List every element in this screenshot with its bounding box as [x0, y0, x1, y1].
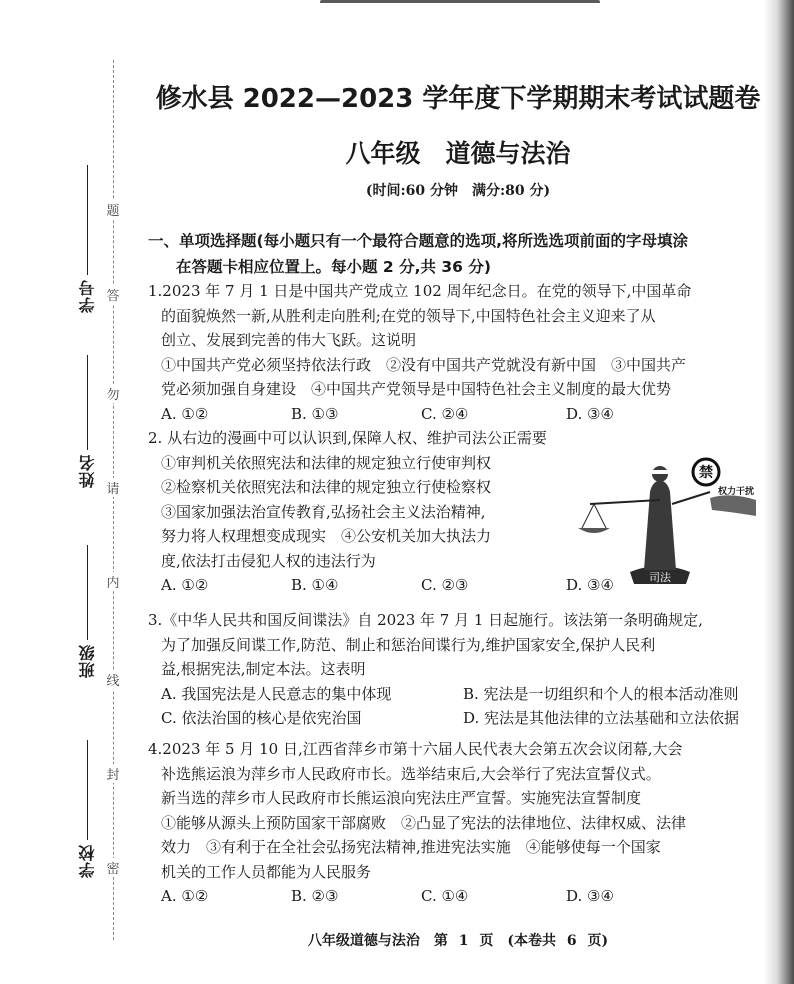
cartoon-justice-figure [644, 480, 676, 570]
seal-char: 封 [104, 764, 122, 783]
top-edge-mark [320, 0, 600, 8]
question-statement: 机关的工作人员都能为人民服务 [161, 862, 372, 881]
seal-char: 密 [104, 858, 122, 877]
question-stem-line: 的面貌焕然一新,从胜利走向胜利;在党的领导下,中国特色社会主义迎来了从 [161, 306, 656, 325]
question-stem-line: 3.《中华人民共和国反间谍法》自 2023 年 7 月 1 日起施行。该法第一条明确规定, [148, 611, 703, 629]
binding-margin [0, 0, 140, 984]
option-c[interactable]: C. ①④ [421, 887, 469, 905]
question-statement: ①能够从源头上预防国家干部腐败 ②凸显了宪法的法律地位、法律权威、法律 [161, 813, 687, 832]
option-c[interactable]: C. ②③ [421, 576, 469, 594]
option-a[interactable]: A. ①② [161, 404, 209, 423]
seal-char: 勿 [104, 384, 122, 403]
student-name-field[interactable] [72, 355, 102, 488]
question-stem-line: 为了加强反间谍工作,防范、制止和惩治间谍行为,维护国家安全,保护人民利 [161, 635, 656, 654]
section-heading-line: 在答题卡相应位置上。每小题 2 分,共 36 分) [176, 258, 491, 276]
student-id-blank[interactable] [87, 165, 88, 275]
question-statement: ③国家加强法治宣传教育,弘扬社会主义法治精神, [161, 502, 486, 521]
option-d[interactable]: D. ③④ [566, 404, 614, 423]
seal-char: 题 [104, 200, 122, 219]
cartoon-base-label: 司法 [649, 571, 671, 584]
option-d[interactable]: D. 宪法是其他法律的立法基础和立法依据 [463, 709, 740, 727]
question-3 [148, 608, 764, 731]
cartoon-scale-pan [578, 528, 610, 533]
justice-cartoon-image [560, 452, 760, 592]
exam-time-score: (时间:60 分钟 满分:80 分) [365, 183, 551, 199]
option-a[interactable]: A. ①② [161, 576, 209, 594]
question-stem-line: 4.2023 年 5 月 10 日,江西省萍乡市第十六届人民代表大会第五次会议闭幕,大会 [148, 740, 683, 758]
exam-title: 修水县 2022—2023 学年度下学期期末考试试题卷 [155, 84, 761, 114]
cartoon-ban-text: 禁 [699, 465, 713, 481]
option-d[interactable]: D. ③④ [566, 576, 614, 594]
student-id-label: 学号 [77, 279, 97, 313]
section-heading [148, 228, 760, 280]
question-4 [148, 737, 764, 909]
school-blank[interactable] [87, 740, 88, 840]
option-b[interactable]: B. ①③ [291, 404, 339, 423]
student-name-blank[interactable] [87, 355, 88, 450]
answer-options [148, 402, 764, 427]
question-statement: 党必须加强自身建设 ④中国共产党领导是中国特色社会主义制度的最大优势 [161, 380, 672, 398]
option-c[interactable]: C. 依法治国的核心是依宪治国 [161, 709, 362, 727]
question-stem-line: 创立、发展到完善的伟大飞跃。这说明 [161, 331, 417, 349]
seal-char: 请 [104, 478, 122, 497]
cartoon-tag-text: 权力干扰 [717, 487, 755, 497]
school-label: 学校 [77, 844, 97, 878]
seal-char: 答 [104, 285, 122, 304]
answer-options [148, 682, 764, 707]
question-stem-line: 补选熊运浪为萍乡市人民政府市长。选举结束后,大会举行了宪法宣誓仪式。 [161, 764, 661, 783]
answer-options [148, 706, 764, 731]
class-field[interactable] [72, 545, 102, 678]
option-b[interactable]: B. ①④ [291, 576, 339, 594]
option-a[interactable]: A. 我国宪法是人民意志的集中体现 [161, 684, 392, 703]
school-field[interactable] [72, 740, 102, 878]
class-label: 班级 [77, 644, 97, 678]
question-statement: 努力将人权理想变成现实 ④公安机关加大执法力 [161, 527, 492, 545]
student-id-field[interactable] [72, 165, 102, 313]
cartoon-sword [672, 492, 710, 504]
question-statement: ①中国共产党必须坚持依法行政 ②没有中国共产党就没有新中国 ③中国共产 [161, 355, 687, 374]
cartoon-interfering-hand [710, 495, 756, 516]
question-statement: 效力 ③有利于在全社会弘扬宪法精神,推进宪法实施 ④能够使每一个国家 [161, 838, 661, 856]
exam-subject: 八年级 道德与法治 [345, 139, 571, 168]
question-statement: 度,依法打击侵犯人权的违法行为 [161, 551, 376, 570]
question-stem-line: 益,根据宪法,制定本法。这表明 [161, 660, 366, 678]
seal-char: 线 [104, 670, 122, 689]
page-footer: 八年级道德与法治 第 1 页 (本卷共 6 页) [307, 933, 609, 949]
option-b[interactable]: B. 宪法是一切组织和个人的根本活动准则 [463, 684, 739, 703]
seal-char: 内 [104, 572, 122, 591]
cartoon-blindfold [650, 470, 670, 474]
question-stem-line: 2. 从右边的漫画中可以认识到,保障人权、维护司法公正需要 [148, 429, 547, 447]
answer-options [148, 884, 764, 909]
option-a[interactable]: A. ①② [161, 887, 209, 905]
seal-dashed-line [113, 60, 114, 940]
paper-edge [764, 0, 794, 984]
question-1 [148, 279, 764, 426]
question-stem-line: 1.2023 年 7 月 1 日是中国共产党成立 102 周年纪念日。在党的领导下,中国革命 [148, 282, 692, 300]
option-d[interactable]: D. ③④ [566, 887, 614, 905]
option-c[interactable]: C. ②④ [421, 404, 469, 423]
question-stem-line: 新当选的萍乡市人民政府市长熊运浪向宪法庄严宣誓。实施宪法宣誓制度 [161, 789, 642, 807]
question-statement: ①审判机关依照宪法和法律的规定独立行使审判权 [161, 453, 492, 472]
section-heading-line: 一、单项选择题(每小题只有一个最符合题意的选项,将所选选项前面的字母填涂 [148, 232, 688, 250]
question-statement: ②检察机关依照宪法和法律的规定独立行使检察权 [161, 478, 492, 496]
option-b[interactable]: B. ②③ [291, 887, 339, 905]
student-name-label: 姓名 [77, 454, 97, 488]
class-blank[interactable] [87, 545, 88, 640]
